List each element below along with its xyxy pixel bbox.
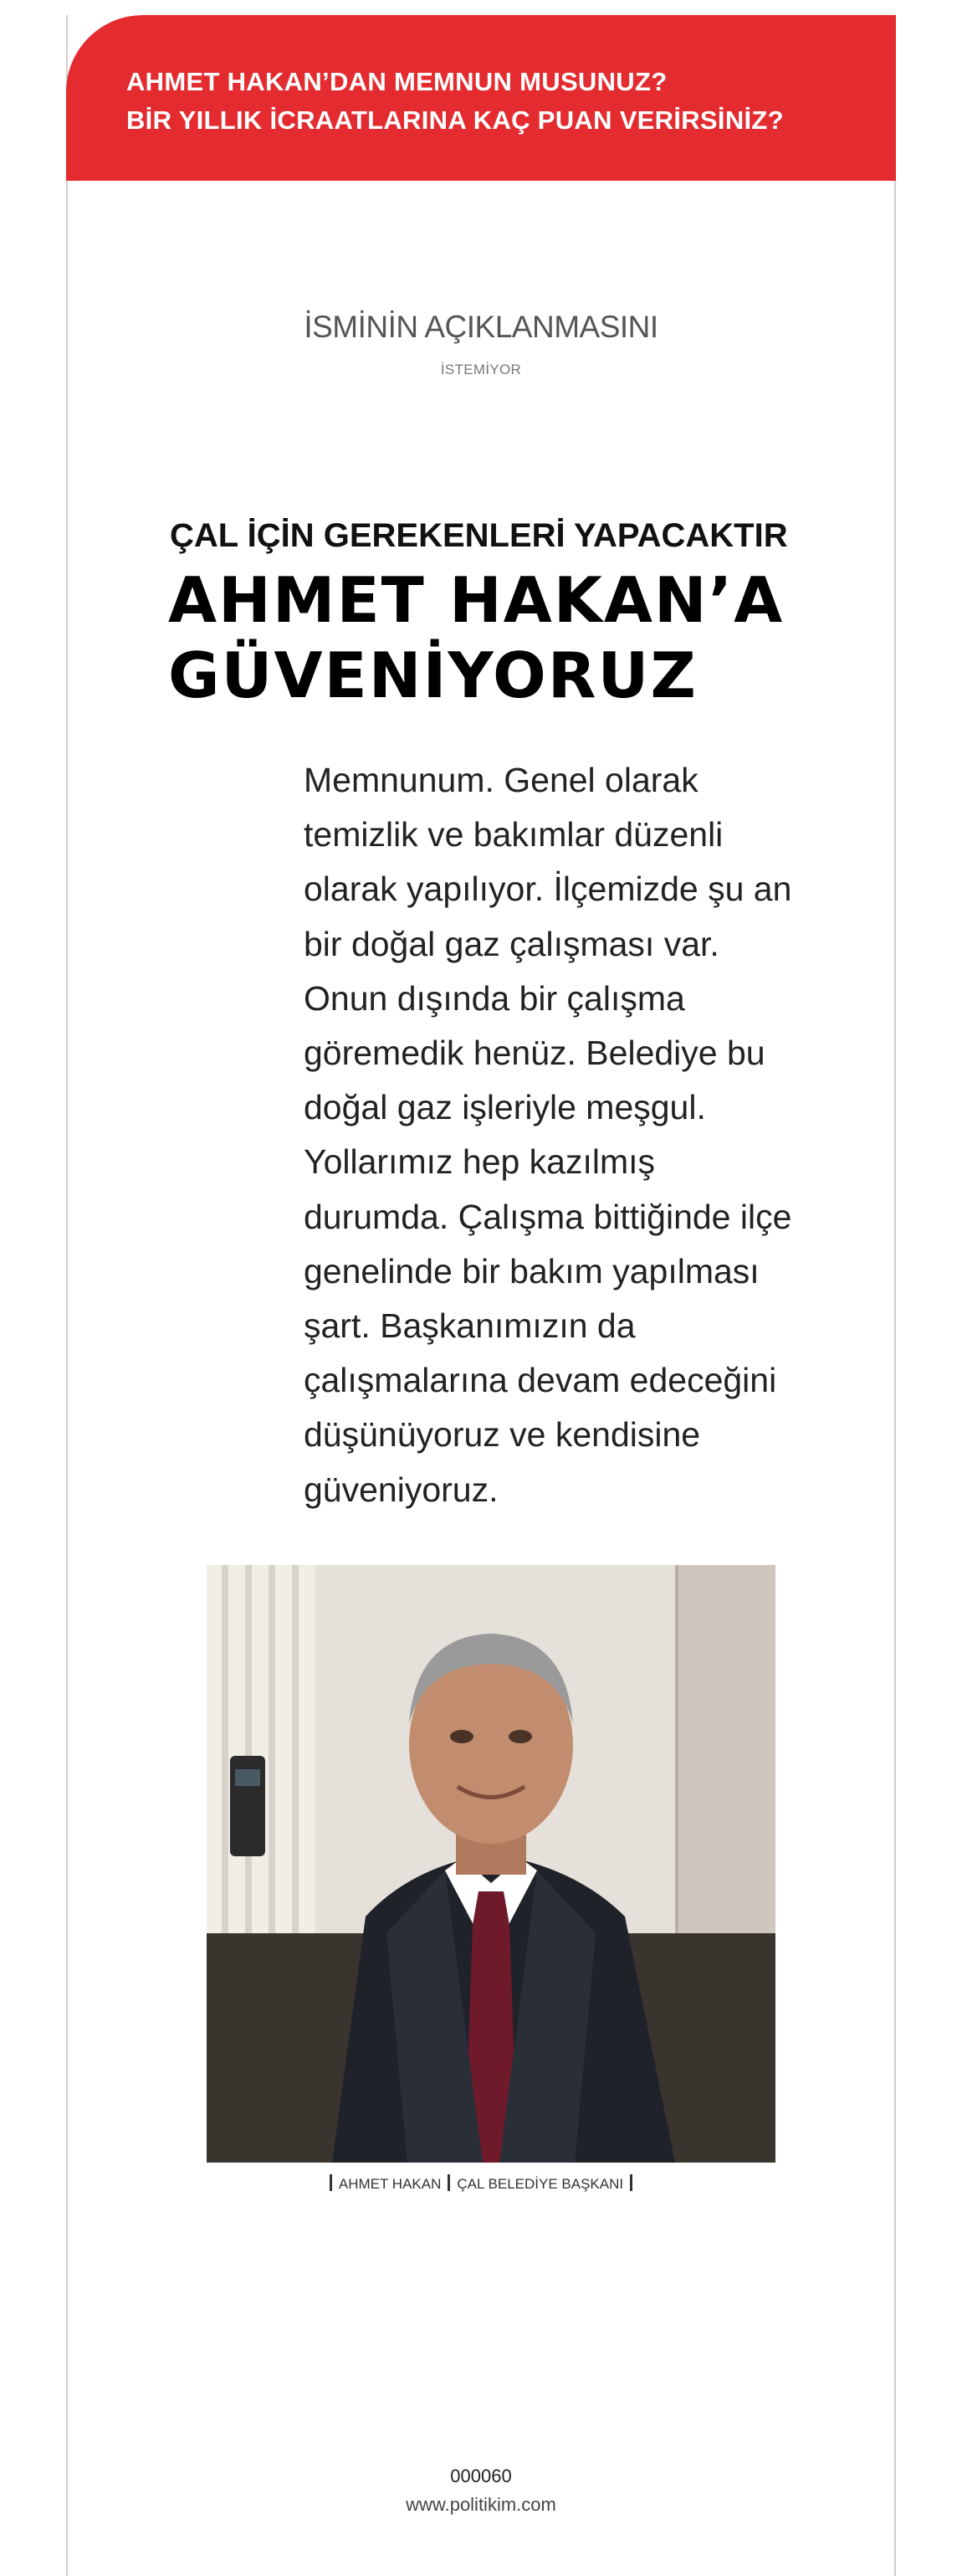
mayor-photo xyxy=(207,1565,775,2163)
website-link[interactable]: www.politikim.com xyxy=(406,2494,556,2515)
article-kicker: ÇAL İÇİN GEREKENLERİ YAPACAKTIR xyxy=(170,517,788,554)
banner-question-2: BİR YILLIK İCRAATLARINA KAÇ PUAN VERİRSİNİZ? xyxy=(126,105,784,135)
caption-title: ÇAL BELEDİYE BAŞKANI xyxy=(457,2176,624,2192)
photo-caption xyxy=(0,2174,962,2193)
respondent-subtitle: İSTEMİYOR xyxy=(440,362,522,377)
article-headline xyxy=(168,562,784,713)
banner-question-1: AHMET HAKAN’DAN MEMNUN MUSUNUZ? xyxy=(126,67,668,96)
caption-divider xyxy=(330,2174,332,2191)
page-number: 000060 xyxy=(450,2466,512,2486)
article-body: Memnunum. Genel olarak temizlik ve bakımlar düzenli olarak yapılıyor. İlçemizde şu an bir doğal gaz çalışması var. Onun dışında bir çalışma göremedik henüz. Belediye bu doğal gaz işleriyle meşgul. Yollarımız hep kazılmış durumda. Çalışma bittiğinde ilçe genelinde bir bakım yapılması şart. Başkanımızın da çalışmalarına devam edeceğini düşünüyoruz ve kendisine güveniyoruz. xyxy=(304,761,792,1509)
headline-line-2: GÜVENİYORUZ xyxy=(168,639,698,712)
caption-divider xyxy=(448,2174,450,2191)
headline-line-1: AHMET HAKAN’A xyxy=(168,563,785,637)
respondent-name: İSMİNİN AÇIKLANMASINI xyxy=(304,310,658,344)
caption-name: AHMET HAKAN xyxy=(338,2176,442,2192)
question-banner xyxy=(66,15,896,181)
caption-divider xyxy=(630,2174,632,2191)
